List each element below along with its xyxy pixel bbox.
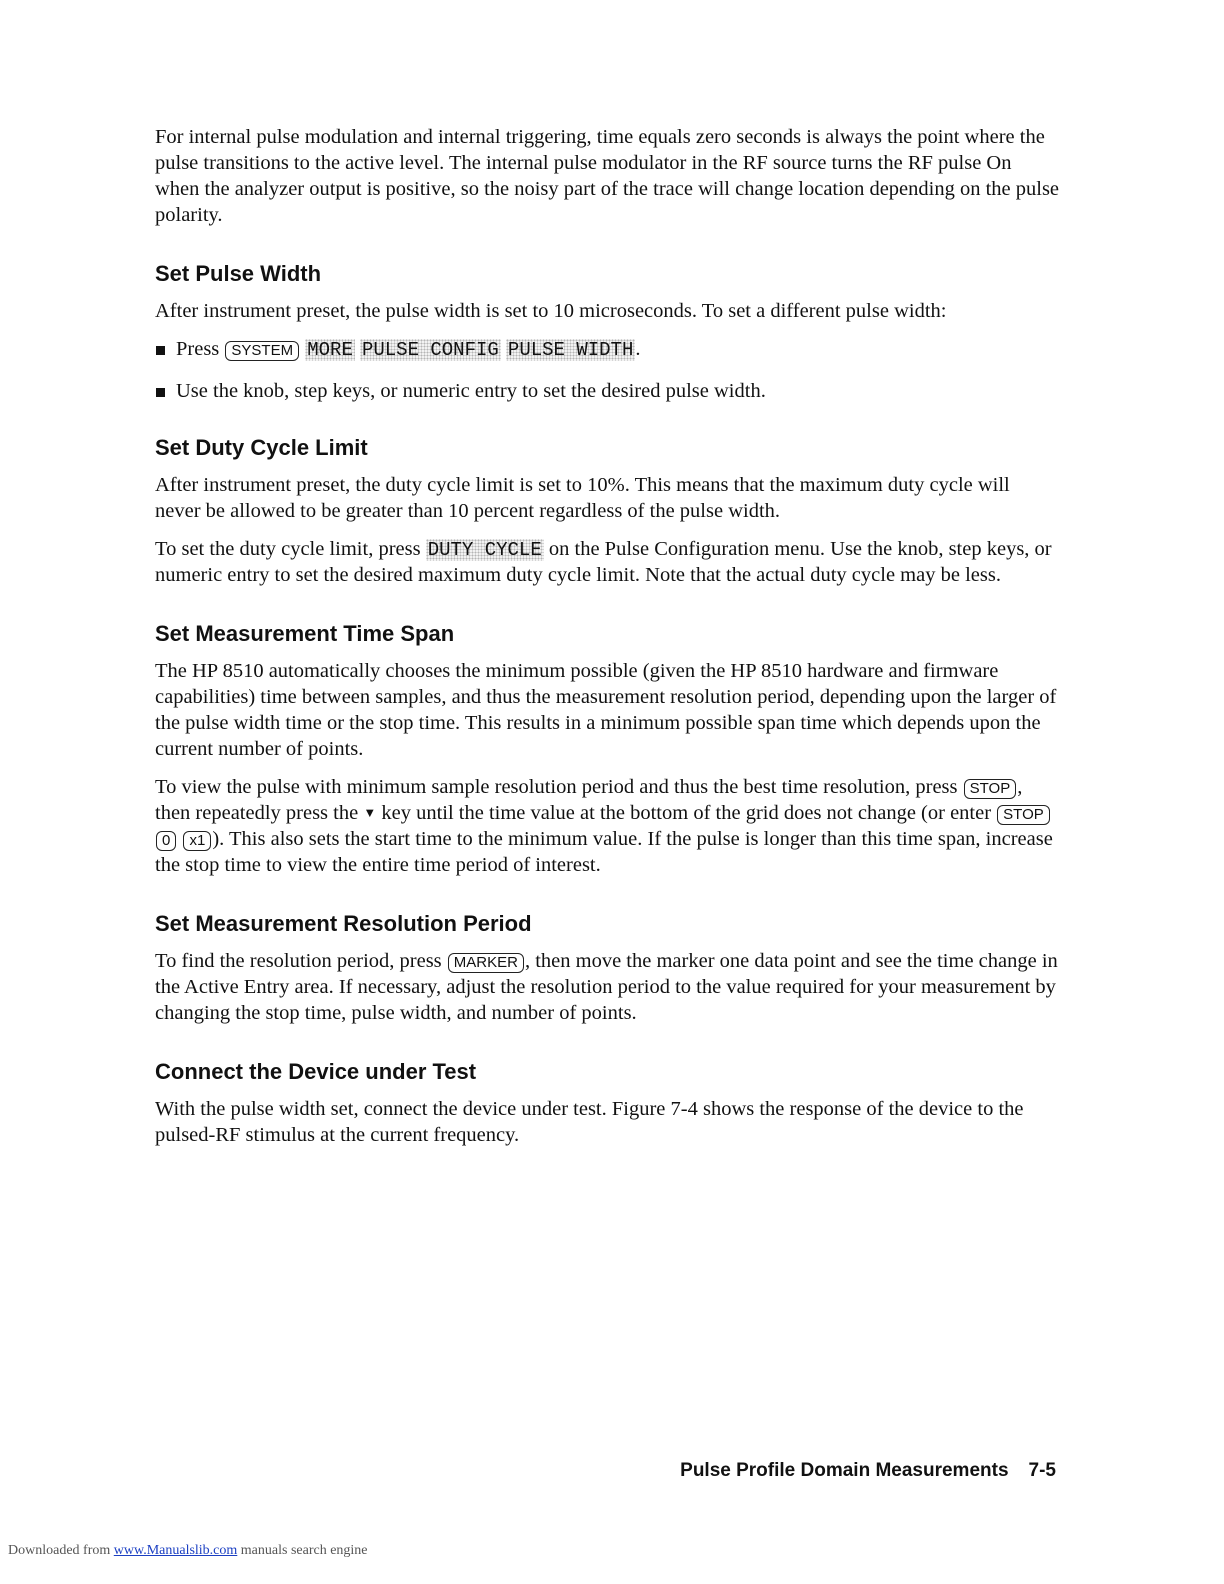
manualslib-link[interactable]: www.Manualslib.com xyxy=(113,1543,238,1558)
heading-pulse-width: Set Pulse Width xyxy=(155,261,322,286)
bullet-square-icon xyxy=(156,388,165,397)
pulse-width-steps xyxy=(155,336,1060,404)
step-suffix: . xyxy=(635,338,641,360)
text-span: , then repeatedly press the xyxy=(155,776,1023,824)
list-item xyxy=(155,336,1060,362)
duty-cycle-paragraph-1: After instrument preset, the duty cycle limit is set to 10%. This means that the maximum duty cycle will never be allowed to be greater than 10 percent regardless of the pulse width. xyxy=(155,474,1010,522)
step-text: Use the knob, step keys, or numeric entry to set the desired pulse width. xyxy=(176,380,766,402)
page-content xyxy=(155,124,1060,1160)
resolution-paragraph xyxy=(155,948,1060,1026)
text-span: , then move the marker one data point and see the time change in the Active Entry area. If necessary, adjust the resolution period to the value required for your measurement by changing the stop time, pulse width, and number of points. xyxy=(155,950,1058,1024)
text-span: ). This also sets the start time to the minimum value. If the pulse is longer than this time span, increase the stop time to view the entire time period of interest. xyxy=(155,828,1053,876)
more-softkey: MORE xyxy=(307,339,353,361)
text-span: on the Pulse Configuration menu. Use the knob, step keys, or numeric entry to set the desired maximum duty cycle limit. Note that the actual duty cycle may be less. xyxy=(155,538,1052,586)
download-prefix: Downloaded from xyxy=(8,1543,111,1558)
text-span: To find the resolution period, press xyxy=(155,950,442,972)
heading-duty-cycle: Set Duty Cycle Limit xyxy=(155,435,368,460)
time-span-paragraph-1: The HP 8510 automatically chooses the minimum possible (given the HP 8510 hardware and firmware capabilities) time between samples, and thus the measurement resolution period, depending upon the larger of the pulse width time or the stop time. This results in a minimum possible span time which depends upon the current number of points. xyxy=(155,660,1057,760)
pulse-width-softkey: PULSE WIDTH xyxy=(507,339,634,361)
zero-hardkey: 0 xyxy=(156,831,176,851)
heading-resolution-period: Set Measurement Resolution Period xyxy=(155,911,532,936)
time-span-paragraph-2 xyxy=(155,774,1060,878)
text-span: To set the duty cycle limit, press xyxy=(155,538,421,560)
intro-paragraph: For internal pulse modulation and internal triggering, time equals zero seconds is always the point where the pulse transitions to the active level. The internal pulse modulator in the RF source turns the RF pulse On when the analyzer output is positive, so the noisy part of the trace will change location depending on the pulse polarity. xyxy=(155,126,1060,226)
heading-time-span: Set Measurement Time Span xyxy=(155,621,455,646)
duty-cycle-paragraph-2 xyxy=(155,536,1060,588)
stop-hardkey: STOP xyxy=(964,779,1017,799)
text-span: To view the pulse with minimum sample resolution period and thus the best time resolution, press xyxy=(155,776,958,798)
footer-section-title: Pulse Profile Domain Measurements xyxy=(680,1460,1009,1481)
download-notice xyxy=(8,1543,368,1559)
list-item xyxy=(155,378,1060,404)
page-footer xyxy=(680,1460,1056,1482)
system-hardkey: SYSTEM xyxy=(225,341,299,361)
duty-cycle-softkey: DUTY CYCLE xyxy=(427,539,542,561)
text-span: key until the time value at the bottom of the grid does not change (or enter xyxy=(381,802,992,824)
heading-connect-device: Connect the Device under Test xyxy=(155,1059,477,1084)
down-arrow-key-icon: ▼ xyxy=(363,805,377,820)
x1-hardkey: x1 xyxy=(183,831,211,851)
download-suffix: manuals search engine xyxy=(240,1543,368,1558)
connect-paragraph: With the pulse width set, connect the device under test. Figure 7-4 shows the response of the device to the pulsed-RF stimulus at the current frequency. xyxy=(155,1098,1024,1146)
marker-hardkey: MARKER xyxy=(448,953,524,973)
step-text: Press xyxy=(176,338,220,360)
page-number: 7-5 xyxy=(1028,1460,1056,1481)
bullet-square-icon xyxy=(156,346,165,355)
pulse-config-softkey: PULSE CONFIG xyxy=(361,339,499,361)
pulse-width-paragraph: After instrument preset, the pulse width is set to 10 microseconds. To set a different pulse width: xyxy=(155,300,947,322)
stop-hardkey: STOP xyxy=(997,805,1050,825)
